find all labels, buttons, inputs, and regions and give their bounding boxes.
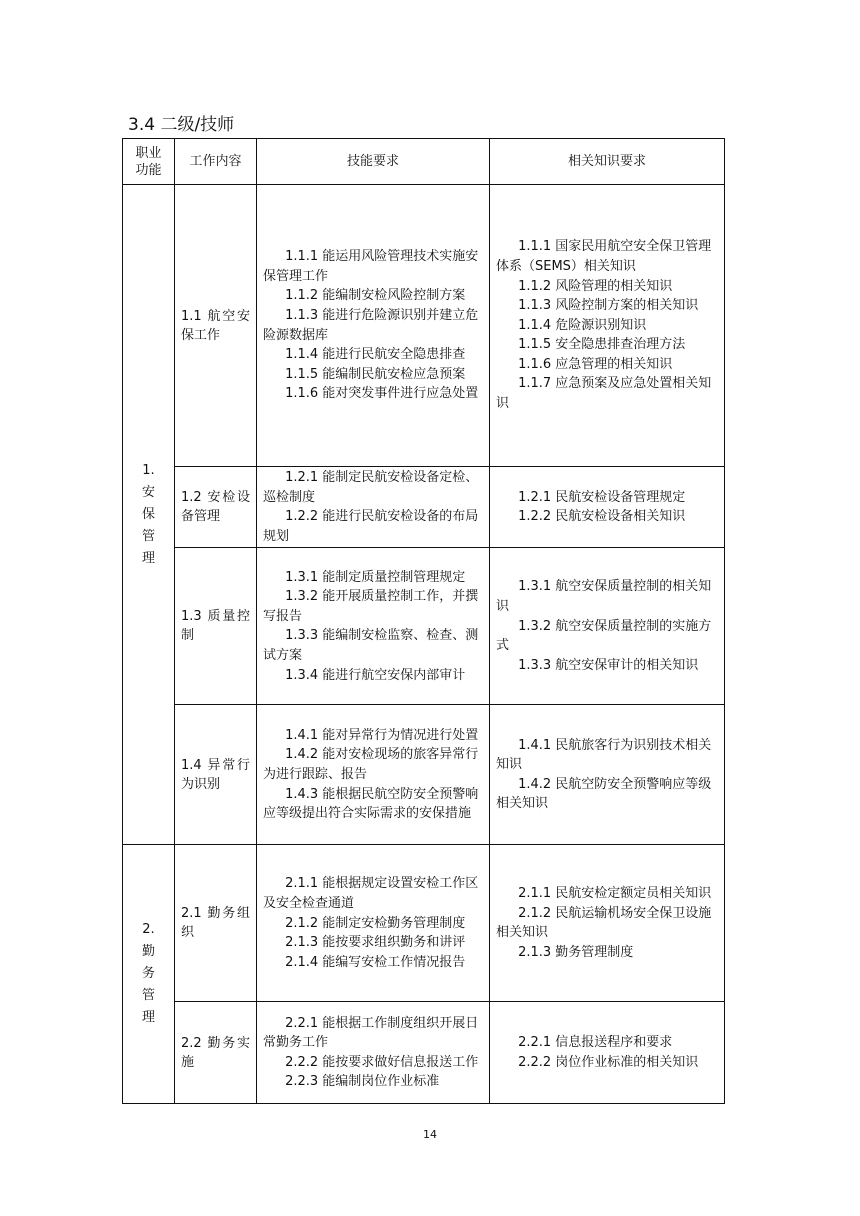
table-header-row (123, 139, 725, 185)
skill-item: 1.4.2 能对安检现场的旅客异常行为进行跟踪、报告 (263, 747, 479, 783)
skill-item: 1.3.3 能编制安检监察、检查、测试方案 (263, 628, 479, 663)
skill-item: 1.3.4 能进行航空安保内部审计 (285, 667, 466, 683)
work-content-cell: 2.1 勤务组织 (175, 845, 257, 1002)
skill-item: 1.1.3 能进行危险源识别并建立危险源数据库 (263, 307, 479, 343)
skill-item: 1.3.1 能制定质量控制管理规定 (285, 569, 466, 585)
table-row (123, 705, 725, 845)
header-skills: 技能要求 (257, 139, 490, 185)
work-content-cell: 1.1 航空安保工作 (175, 185, 257, 467)
knowledge-item: 1.4.2 民航空防安全预警响应等级相关知识 (496, 776, 712, 812)
table-row (123, 548, 725, 705)
knowledge-cell (490, 845, 725, 1002)
skill-item: 2.1.3 能按要求组织勤务和讲评 (285, 935, 466, 951)
knowledge-item: 1.1.2 风险管理的相关知识 (518, 278, 673, 294)
function-cell (123, 845, 175, 1104)
knowledge-item: 1.1.4 危险源识别知识 (518, 317, 647, 333)
work-content-cell: 1.2 安检设备管理 (175, 467, 257, 548)
knowledge-item: 1.2.1 民航安检设备管理规定 (518, 489, 686, 505)
skills-cell (257, 1002, 490, 1104)
function-label: 2.勤务管理 (141, 922, 155, 1026)
skill-item: 1.1.4 能进行民航安全隐患排查 (285, 347, 466, 363)
knowledge-item: 1.3.2 航空安保质量控制的实施方式 (496, 618, 712, 654)
knowledge-item: 1.4.1 民航旅客行为识别技术相关知识 (496, 737, 712, 773)
table-row (123, 1002, 725, 1104)
knowledge-cell (490, 185, 725, 467)
knowledge-cell (490, 467, 725, 548)
skill-item: 1.2.2 能进行民航安检设备的布局规划 (263, 509, 479, 544)
skill-item: 2.1.4 能编写安检工作情况报告 (285, 954, 466, 970)
knowledge-item: 1.1.1 国家民用航空安全保卫管理体系（SEMS）相关知识 (496, 239, 712, 274)
skills-cell (257, 548, 490, 705)
skill-item: 1.1.5 能编制民航安检应急预案 (285, 366, 466, 382)
function-label: 1.安保管理 (141, 462, 155, 566)
page-number: 14 (423, 1128, 437, 1141)
skills-cell (257, 185, 490, 467)
skills-requirements-table (122, 138, 725, 1104)
skill-item: 2.1.1 能根据规定设置安检工作区及安全检查通道 (263, 876, 479, 911)
header-function: 职业功能 (123, 139, 175, 185)
skills-cell (257, 705, 490, 845)
work-content-cell: 2.2 勤务实施 (175, 1002, 257, 1104)
knowledge-item: 2.1.3 勤务管理制度 (518, 944, 634, 960)
work-content-cell: 1.4 异常行为识别 (175, 705, 257, 845)
work-content-cell: 1.3 质量控制 (175, 548, 257, 705)
knowledge-cell (490, 548, 725, 705)
table-row (123, 845, 725, 1002)
knowledge-item: 2.2.1 信息报送程序和要求 (518, 1035, 673, 1051)
skill-item: 1.1.2 能编制安检风险控制方案 (285, 288, 466, 304)
skill-item: 2.2.3 能编制岗位作业标准 (285, 1074, 440, 1090)
skill-item: 1.1.1 能运用风险管理技术实施安保管理工作 (263, 249, 479, 284)
knowledge-item: 2.1.2 民航运输机场安全保卫设施相关知识 (496, 905, 712, 941)
header-knowledge: 相关知识要求 (490, 139, 725, 185)
knowledge-item: 1.3.1 航空安保质量控制的相关知识 (496, 579, 712, 614)
knowledge-item: 1.1.6 应急管理的相关知识 (518, 356, 673, 372)
skills-cell (257, 467, 490, 548)
function-cell (123, 185, 175, 845)
knowledge-item: 2.2.2 岗位作业标准的相关知识 (518, 1054, 699, 1070)
skill-item: 2.1.2 能制定安检勤务管理制度 (285, 915, 466, 931)
skill-item: 1.4.1 能对异常行为情况进行处置 (285, 727, 479, 743)
knowledge-item: 1.1.7 应急预案及应急处置相关知识 (496, 376, 712, 412)
knowledge-item: 2.1.1 民航安检定额定员相关知识 (518, 886, 712, 902)
table-row (123, 185, 725, 467)
skill-item: 1.2.1 能制定民航安检设备定检、巡检制度 (263, 470, 479, 505)
skill-item: 1.3.2 能开展质量控制工作，并撰写报告 (263, 589, 479, 624)
knowledge-item: 1.1.5 安全隐患排查治理方法 (518, 337, 686, 353)
section-title: 3.4 二级/技师 (128, 115, 235, 135)
table-row (123, 467, 725, 548)
skill-item: 1.1.6 能对突发事件进行应急处置 (285, 386, 479, 402)
knowledge-item: 1.2.2 民航安检设备相关知识 (518, 509, 686, 525)
skills-cell (257, 845, 490, 1002)
header-work: 工作内容 (175, 139, 257, 185)
knowledge-item: 1.3.3 航空安保审计的相关知识 (518, 657, 699, 673)
skill-item: 2.2.2 能按要求做好信息报送工作 (285, 1054, 479, 1070)
knowledge-cell (490, 1002, 725, 1104)
knowledge-cell (490, 705, 725, 845)
skill-item: 2.2.1 能根据工作制度组织开展日常勤务工作 (263, 1015, 479, 1051)
skill-item: 1.4.3 能根据民航空防安全预警响应等级提出符合实际需求的安保措施 (263, 786, 479, 822)
knowledge-item: 1.1.3 风险控制方案的相关知识 (518, 298, 699, 314)
